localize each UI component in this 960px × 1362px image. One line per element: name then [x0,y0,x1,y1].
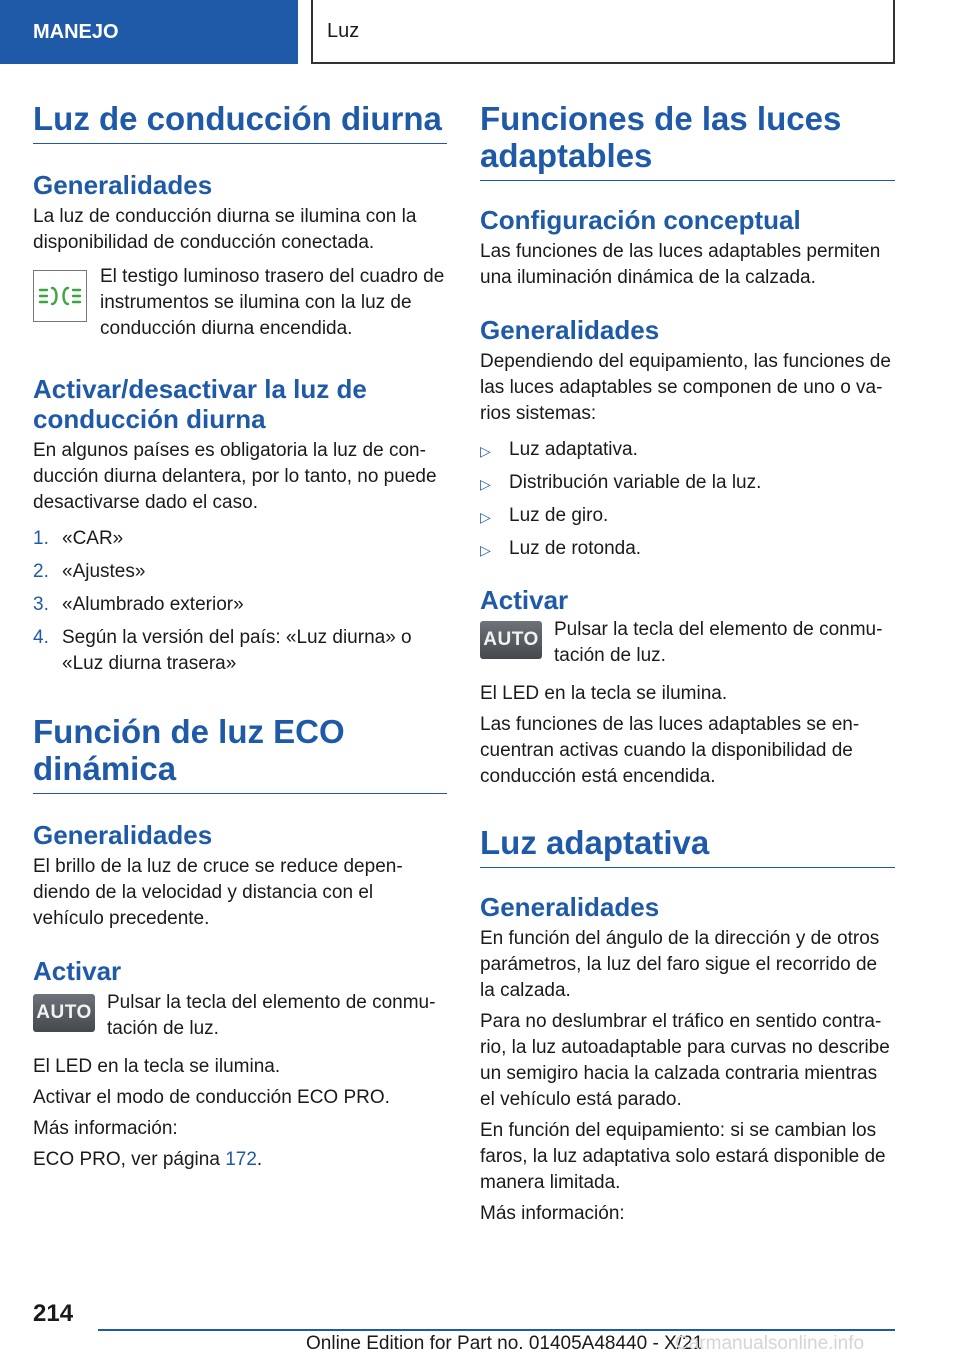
bullet-triangle-icon: ▷ [480,476,491,492]
list-item [480,536,895,563]
eco-activate-text: Pulsar la tecla del elemento de conmutación de luz. [107,992,436,1039]
bullet-triangle-icon: ▷ [480,542,491,558]
page-link[interactable]: 172 [225,1149,257,1170]
step-item [33,559,447,585]
adaptive-light-text-3: En función del equipamiento: si se cambian los faros, la luz adaptativa solo estará disponible de manera limitada. [480,1120,886,1193]
eco-reference [33,1147,447,1173]
adaptive-general-heading: Generalidades [480,315,660,345]
eco-reference-suffix: . [256,1149,263,1170]
auto-button-icon: AUTO [33,994,95,1032]
step-number: 3. [33,594,49,615]
daytime-general-text: La luz de conducción diurna se ilumina con la disponibilidad de conducción conectada. [33,206,417,253]
chapter-tab [311,0,895,64]
eco-more-info: Más información: [33,1118,178,1139]
adaptive-systems-list [480,437,895,563]
step-text: «Ajustes» [62,561,146,582]
step-item [33,526,447,552]
daytime-indicator-text: El testigo luminoso trasero del cuadro de instrumentos se ilumina con la luz de conducción diurna encendida. [100,266,445,339]
daytime-toggle-heading: Activar/desactivar la luz de conducción diurna [33,374,367,434]
watermark: Carmanualsonline.info [675,1333,865,1354]
bullet-triangle-icon: ▷ [480,443,491,459]
eco-title: Función de luz ECO dinámica [33,713,447,794]
adaptive-activate-block [480,617,895,669]
daytime-title: Luz de conducción diurna [33,100,447,144]
adaptive-general-text: Dependiendo del equipamiento, las funciones de las luces adaptables se componen de uno o varios sistemas: [480,351,891,424]
adaptive-active-text: Las funciones de las luces adaptables se encuentran activas cuando la disponibilidad de conducción está encendida. [480,714,860,787]
adaptive-light-text-2: Para no deslumbrar el tráfico en sentido contrario, la luz autoadaptable para curvas no describe un semigiro hacia la calzada contraria mientras el vehículo está parado. [480,1011,890,1110]
step-text: Según la versión del país: «Luz diurna» o «Luz diurna trasera» [62,627,412,674]
left-column [33,100,447,1173]
concept-text: Las funciones de las luces adaptables permiten una iluminación dinámica de la calzada. [480,241,881,288]
auto-button-icon: AUTO [480,621,542,659]
edition-note: Online Edition for Part no. 01405A48440 - X/21 [306,1333,704,1354]
step-number: 4. [33,627,49,648]
daytime-indicator-block [33,264,447,342]
adaptive-led-text: El LED en la tecla se ilumina. [480,683,728,704]
step-item [33,592,447,618]
eco-activate-heading: Activar [33,956,122,986]
adaptive-light-text-1: En función del ángulo de la dirección y de otros parámetros, la luz del faro sigue el recorrido de la calzada. [480,928,880,1001]
step-text: «Alumbrado exterior» [62,594,244,615]
concept-heading: Configuración conceptual [480,205,801,235]
daytime-toggle-text: En algunos países es obligatoria la luz de conducción diurna delantera, por lo tanto, no puede desactivarse dado el caso. [33,440,437,513]
daytime-general-heading: Generalidades [33,170,213,200]
chapter-title: Luz [327,19,360,42]
eco-activate-block [33,990,447,1042]
page-number: 214 [33,1300,74,1327]
eco-general-text: El brillo de la luz de cruce se reduce dependiendo de la velocidad y distancia con el vehículo precedente. [33,856,403,929]
list-item-text: Luz adaptativa. [509,439,638,460]
step-number: 2. [33,561,49,582]
footer-divider [98,1329,895,1331]
adaptive-light-more-info: Más información: [480,1203,625,1224]
list-item-text: Distribución variable de la luz. [509,472,762,493]
right-column [480,100,895,1227]
step-number: 1. [33,528,49,549]
eco-general-heading: Generalidades [33,820,213,850]
list-item [480,470,895,497]
bullet-triangle-icon: ▷ [480,509,491,525]
adaptive-light-general-heading: Generalidades [480,892,660,922]
step-text: «CAR» [62,528,124,549]
eco-led-text: El LED en la tecla se ilumina. [33,1056,281,1077]
list-item-text: Luz de giro. [509,505,609,526]
eco-reference-prefix: ECO PRO, ver página [33,1149,220,1170]
step-item [33,625,447,677]
section-title: MANEJO [33,20,119,43]
adaptive-activate-text: Pulsar la tecla del elemento de conmutación de luz. [554,619,883,666]
list-item-text: Luz de rotonda. [509,538,642,559]
section-tab [0,0,298,64]
daytime-running-light-icon [33,270,87,322]
list-item [480,503,895,530]
eco-mode-text: Activar el modo de conducción ECO PRO. [33,1087,390,1108]
adaptive-activate-heading: Activar [480,585,569,615]
adaptive-light-title: Luz adaptativa [480,824,895,868]
daytime-steps [33,526,447,677]
adaptive-functions-title: Funciones de las luces adaptables [480,100,895,181]
list-item [480,437,895,464]
